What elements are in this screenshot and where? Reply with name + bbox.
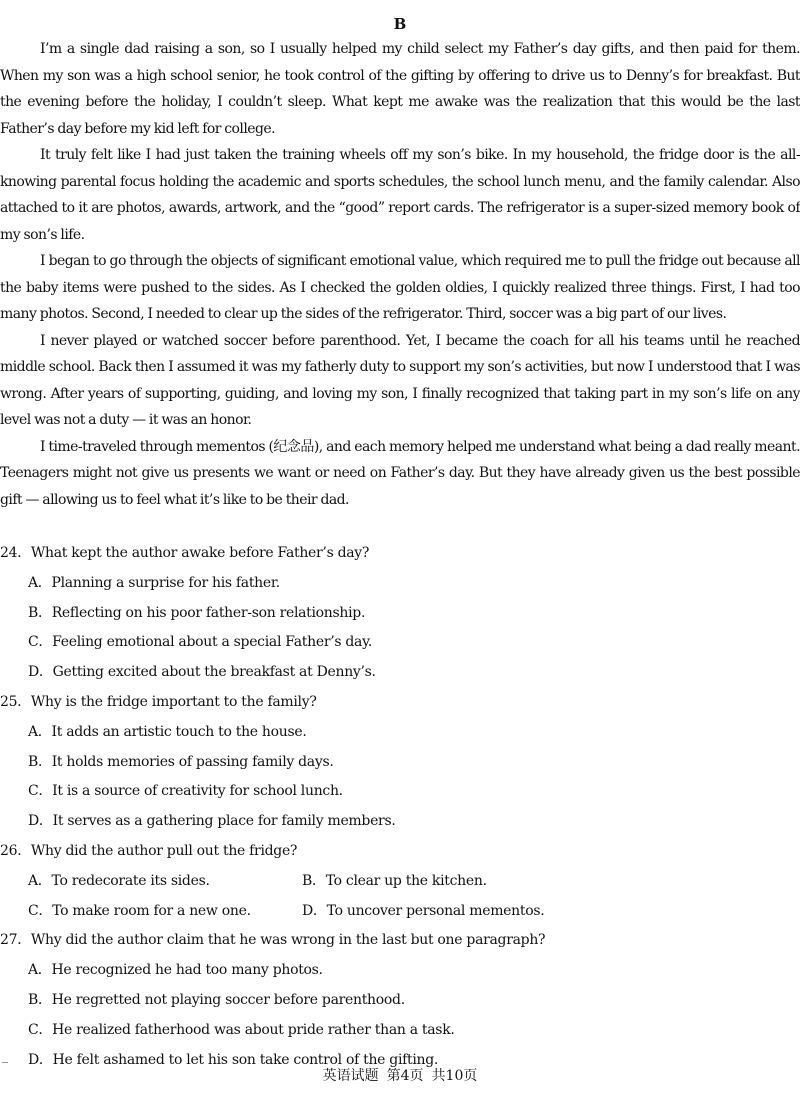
question-stem: 26．Why did the author pull out the fridge? (0, 842, 298, 859)
option-d: D．It serves as a gathering place for family members. (28, 813, 396, 830)
option-a: A．Planning a surprise for his father. (28, 574, 280, 591)
passage-paragraph: It truly felt like I had just taken the training wheels off my son’s bike. In my household, the fridge door is the all-knowing parental focus holding the academic and sports schedules, the school lunch menu, and the family calendar. Also attached to it are photos, awards, artwork, and the “good” report cards. The refrigerator is a super-sized memory book of my son’s life. (0, 147, 800, 243)
option-d: D．He felt ashamed to let his son take control of the gifting. (28, 1051, 439, 1068)
option-row (0, 897, 800, 927)
footer-total-pages: 共10页 (431, 1068, 478, 1084)
question-26 (0, 837, 800, 926)
reading-passage (0, 36, 800, 513)
option-b: B．He regretted not playing soccer before parenthood. (28, 991, 405, 1008)
passage-paragraph: I’m a single dad raising a son, so I usually helped my child select my Father’s day gifts, and then paid for them. When my son was a high school senior, he took control of the gifting by offering to drive us to Denny’s for breakfast. But the evening before the holiday, I couldn’t sleep. What kept me awake was the realization that this would be the last Father’s day before my kid left for college. (0, 41, 800, 137)
question-list (0, 539, 800, 1075)
passage-paragraph: I began to go through the objects of significant emotional value, which required me to pull the fridge out because all the baby items were pushed to the sides. As I checked the golden oldies, I quickly realized three things. First, I had too many photos. Second, I needed to clear up the sides of the refrigerator. Third, soccer was a big part of our lives. (0, 253, 800, 322)
question-25 (0, 688, 800, 837)
option-a: A．He recognized he had too many photos. (28, 962, 323, 979)
section-heading: B (393, 15, 407, 33)
option-d: D．Getting excited about the breakfast at Denny’s. (28, 664, 376, 681)
passage-paragraph: I never played or watched soccer before parenthood. Yet, I became the coach for all his teams until he reached middle school. Back then I assumed it was my fatherly duty to support my son’s activities, but now I understood that I was wrong. After years of supporting, guiding, and loving my son, I finally recognized that taking part in my son’s life on any level was not a duty — it was an honor. (0, 332, 800, 428)
scan-mark (2, 1062, 8, 1063)
option-d: D．To uncover personal mementos. (302, 902, 545, 919)
question-stem: 24．What kept the author awake before Father’s day? (0, 545, 370, 561)
question-24 (0, 539, 800, 688)
option-c: C．To make room for a new one. (28, 902, 251, 919)
option-a: A．To redecorate its sides. (28, 872, 210, 889)
option-b: B．It holds memories of passing family days. (28, 753, 334, 770)
question-27 (0, 926, 800, 1075)
option-a: A．It adds an artistic touch to the house. (28, 723, 307, 740)
footer-subject: 英语试题 (322, 1068, 379, 1084)
option-b: B．To clear up the kitchen. (302, 872, 487, 889)
passage-paragraph: I time-traveled through mementos (纪念品), and each memory helped me understand what being a dad really meant. Teenagers might not give us presents we want or need on Father’s day. But they have already given us the best possible gift — allowing us to feel what it’s like to be their dad. (0, 438, 800, 508)
option-c: C．It is a source of creativity for school lunch. (28, 783, 343, 800)
question-stem: 27．Why did the author claim that he was wrong in the last but one paragraph? (0, 932, 546, 949)
option-c: C．He realized fatherhood was about pride rather than a task. (28, 1021, 455, 1038)
footer-page-number: 第4页 (386, 1068, 424, 1084)
question-stem: 25．Why is the fridge important to the family? (0, 693, 317, 710)
option-c: C．Feeling emotional about a special Father’s day. (28, 634, 373, 651)
option-b: B．Reflecting on his poor father-son relationship. (28, 604, 366, 621)
page-footer (0, 1066, 800, 1086)
option-row (0, 867, 800, 897)
